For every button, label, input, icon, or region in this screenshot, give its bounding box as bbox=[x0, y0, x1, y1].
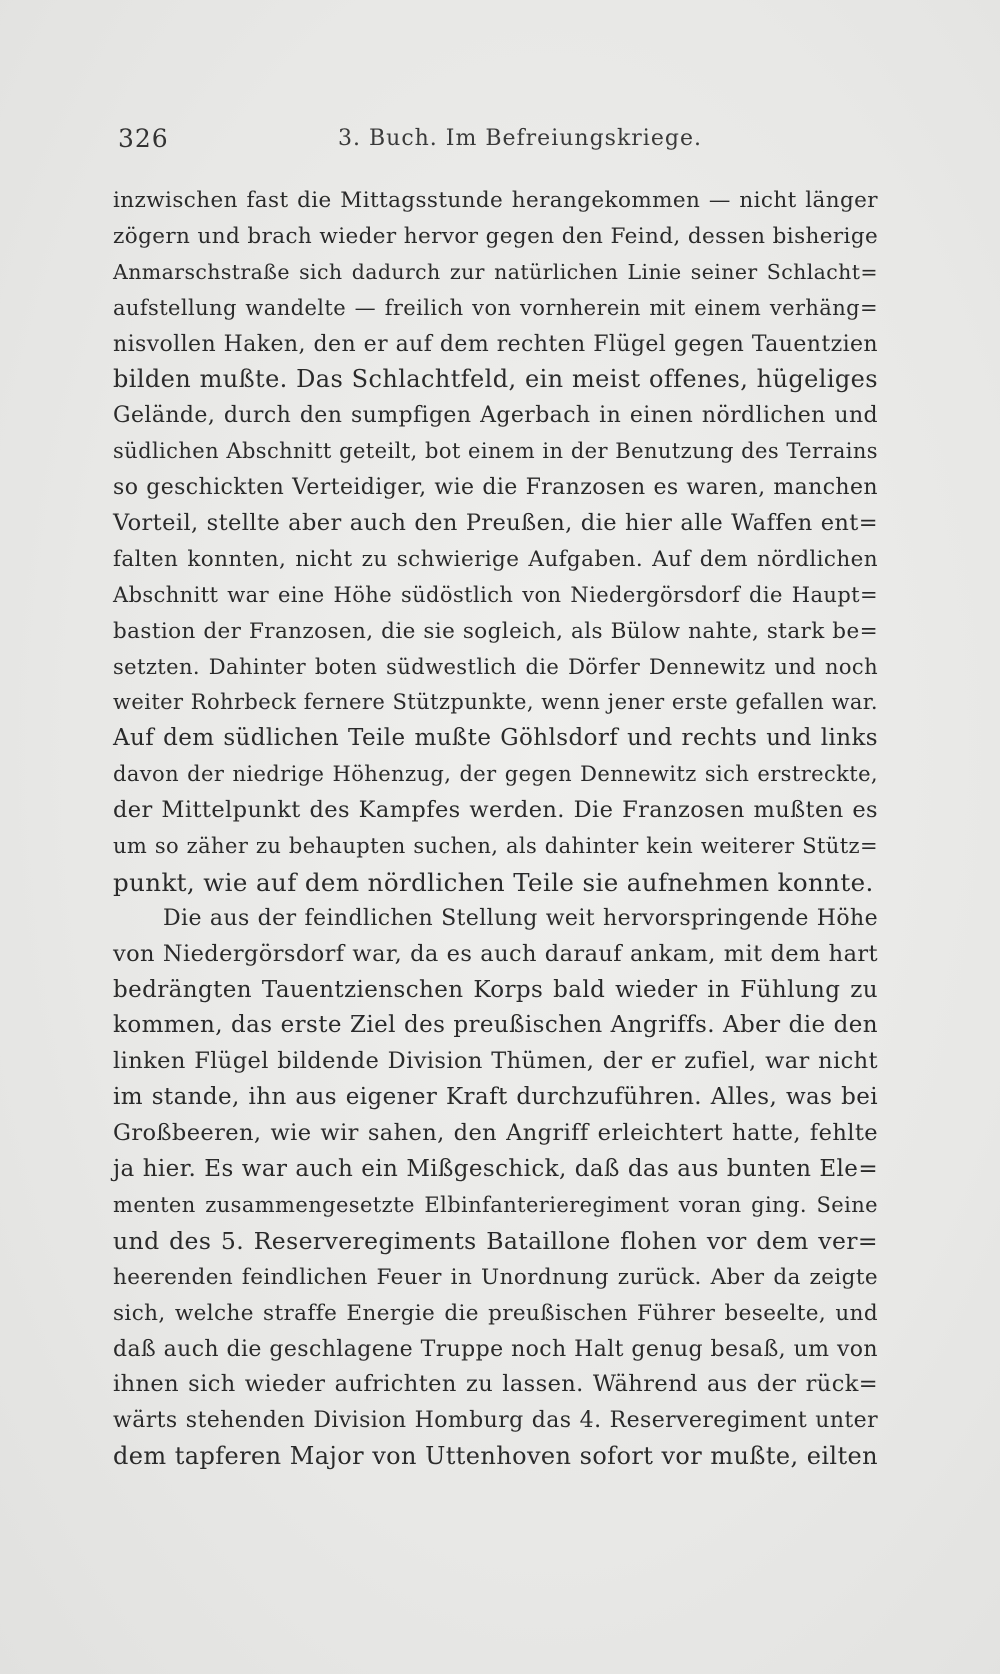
text-line: davon der niedrige Höhenzug, der gegen Dennewitz sich erstreckte, bbox=[113, 762, 878, 787]
text-line: um so zäher zu behaupten suchen, als dahinter kein weiterer Stütz= bbox=[113, 834, 878, 859]
text-line: Anmarschstraße sich dadurch zur natürlichen Linie seiner Schlacht= bbox=[113, 259, 878, 284]
text-line: dem tapferen Major von Uttenhoven sofort vor mußte, eilten bbox=[113, 1442, 878, 1471]
text-line: Abschnitt war eine Höhe südöstlich von Niedergörsdorf die Haupt= bbox=[113, 582, 878, 607]
text-line: bilden mußte. Das Schlachtfeld, ein meist offenes, hügeliges bbox=[113, 365, 878, 394]
text-line: der Mittelpunkt des Kampfes werden. Die Franzosen mußten es bbox=[113, 797, 878, 824]
text-line: Gelände, durch den sumpfigen Agerbach in einen nördlichen und bbox=[113, 403, 878, 429]
text-line: im stande, ihn aus eigener Kraft durchzuführen. Alles, was bei bbox=[113, 1084, 878, 1111]
text-line: weiter Rohrbeck fernere Stützpunkte, wenn jener erste gefallen war. bbox=[113, 690, 878, 715]
text-line: menten zusammengesetzte Elbinfanterieregiment voran ging. Seine bbox=[113, 1192, 878, 1217]
page-number: 326 bbox=[118, 124, 169, 153]
text-line: Großbeeren, wie wir sahen, den Angriff erleichtert hatte, fehlte bbox=[113, 1120, 878, 1147]
text-line: sich, welche straffe Energie die preußischen Führer beseelte, und bbox=[113, 1300, 878, 1326]
text-line: bastion der Franzosen, die sie sogleich, als Bülow nahte, stark be= bbox=[113, 618, 878, 644]
text-line: bedrängten Tauentzienschen Korps bald wieder in Fühlung zu bbox=[113, 976, 878, 1003]
text-line: heerenden feindlichen Feuer in Unordnung zurück. Aber da zeigte bbox=[113, 1264, 878, 1290]
paragraph-end-line: punkt, wie auf dem nördlichen Teile sie aufnehmen konnte. bbox=[113, 867, 874, 897]
text-line: und des 5. Reserveregiments Bataillone flohen vor dem ver= bbox=[113, 1226, 878, 1255]
text-line: nisvollen Haken, den er auf dem rechten Flügel gegen Tauentzien bbox=[113, 331, 878, 357]
text-line: ihnen sich wieder aufrichten zu lassen. Während aus der rück= bbox=[113, 1371, 878, 1398]
text-line: von Niedergörsdorf war, da es auch darauf ankam, mit dem hart bbox=[113, 940, 878, 967]
text-line: linken Flügel bildende Division Thümen, der er zufiel, war nicht bbox=[113, 1048, 878, 1075]
text-line: südlichen Abschnitt geteilt, bot einem in der Benutzung des Terrains bbox=[113, 439, 878, 464]
page-header bbox=[118, 124, 878, 164]
text-line: wärts stehenden Division Homburg das 4. Reserveregiment unter bbox=[113, 1408, 878, 1434]
text-line: aufstellung wandelte — freilich von vornherein mit einem verhäng= bbox=[113, 295, 878, 320]
text-line: Auf dem südlichen Teile mußte Göhlsdorf und rechts und links bbox=[113, 725, 878, 752]
paragraph-start-line: Die aus der feindlichen Stellung weit hervorspringende Höhe bbox=[163, 905, 878, 931]
text-line: daß auch die geschlagene Truppe noch Halt genug besaß, um von bbox=[113, 1336, 878, 1362]
running-head: 3. Buch. Im Befreiungskriege. bbox=[338, 126, 702, 151]
text-line: ja hier. Es war auch ein Mißgeschick, daß das aus bunten Ele= bbox=[113, 1156, 878, 1183]
text-line: so geschickten Verteidiger, wie die Franzosen es waren, manchen bbox=[113, 475, 878, 501]
text-line: kommen, das erste Ziel des preußischen Angriffs. Aber die den bbox=[113, 1012, 878, 1039]
text-line: zögern und brach wieder hervor gegen den Feind, dessen bisherige bbox=[113, 223, 879, 249]
text-line: Vorteil, stellte aber auch den Preußen, die hier alle Waffen ent= bbox=[113, 510, 878, 537]
text-line: inzwischen fast die Mittagsstunde herangekommen — nicht länger bbox=[113, 188, 878, 213]
body-text bbox=[113, 183, 878, 1475]
text-line: falten konnten, nicht zu schwierige Aufgaben. Auf dem nördlichen bbox=[113, 546, 878, 572]
text-line: setzten. Dahinter boten südwestlich die Dörfer Dennewitz und noch bbox=[113, 654, 878, 679]
